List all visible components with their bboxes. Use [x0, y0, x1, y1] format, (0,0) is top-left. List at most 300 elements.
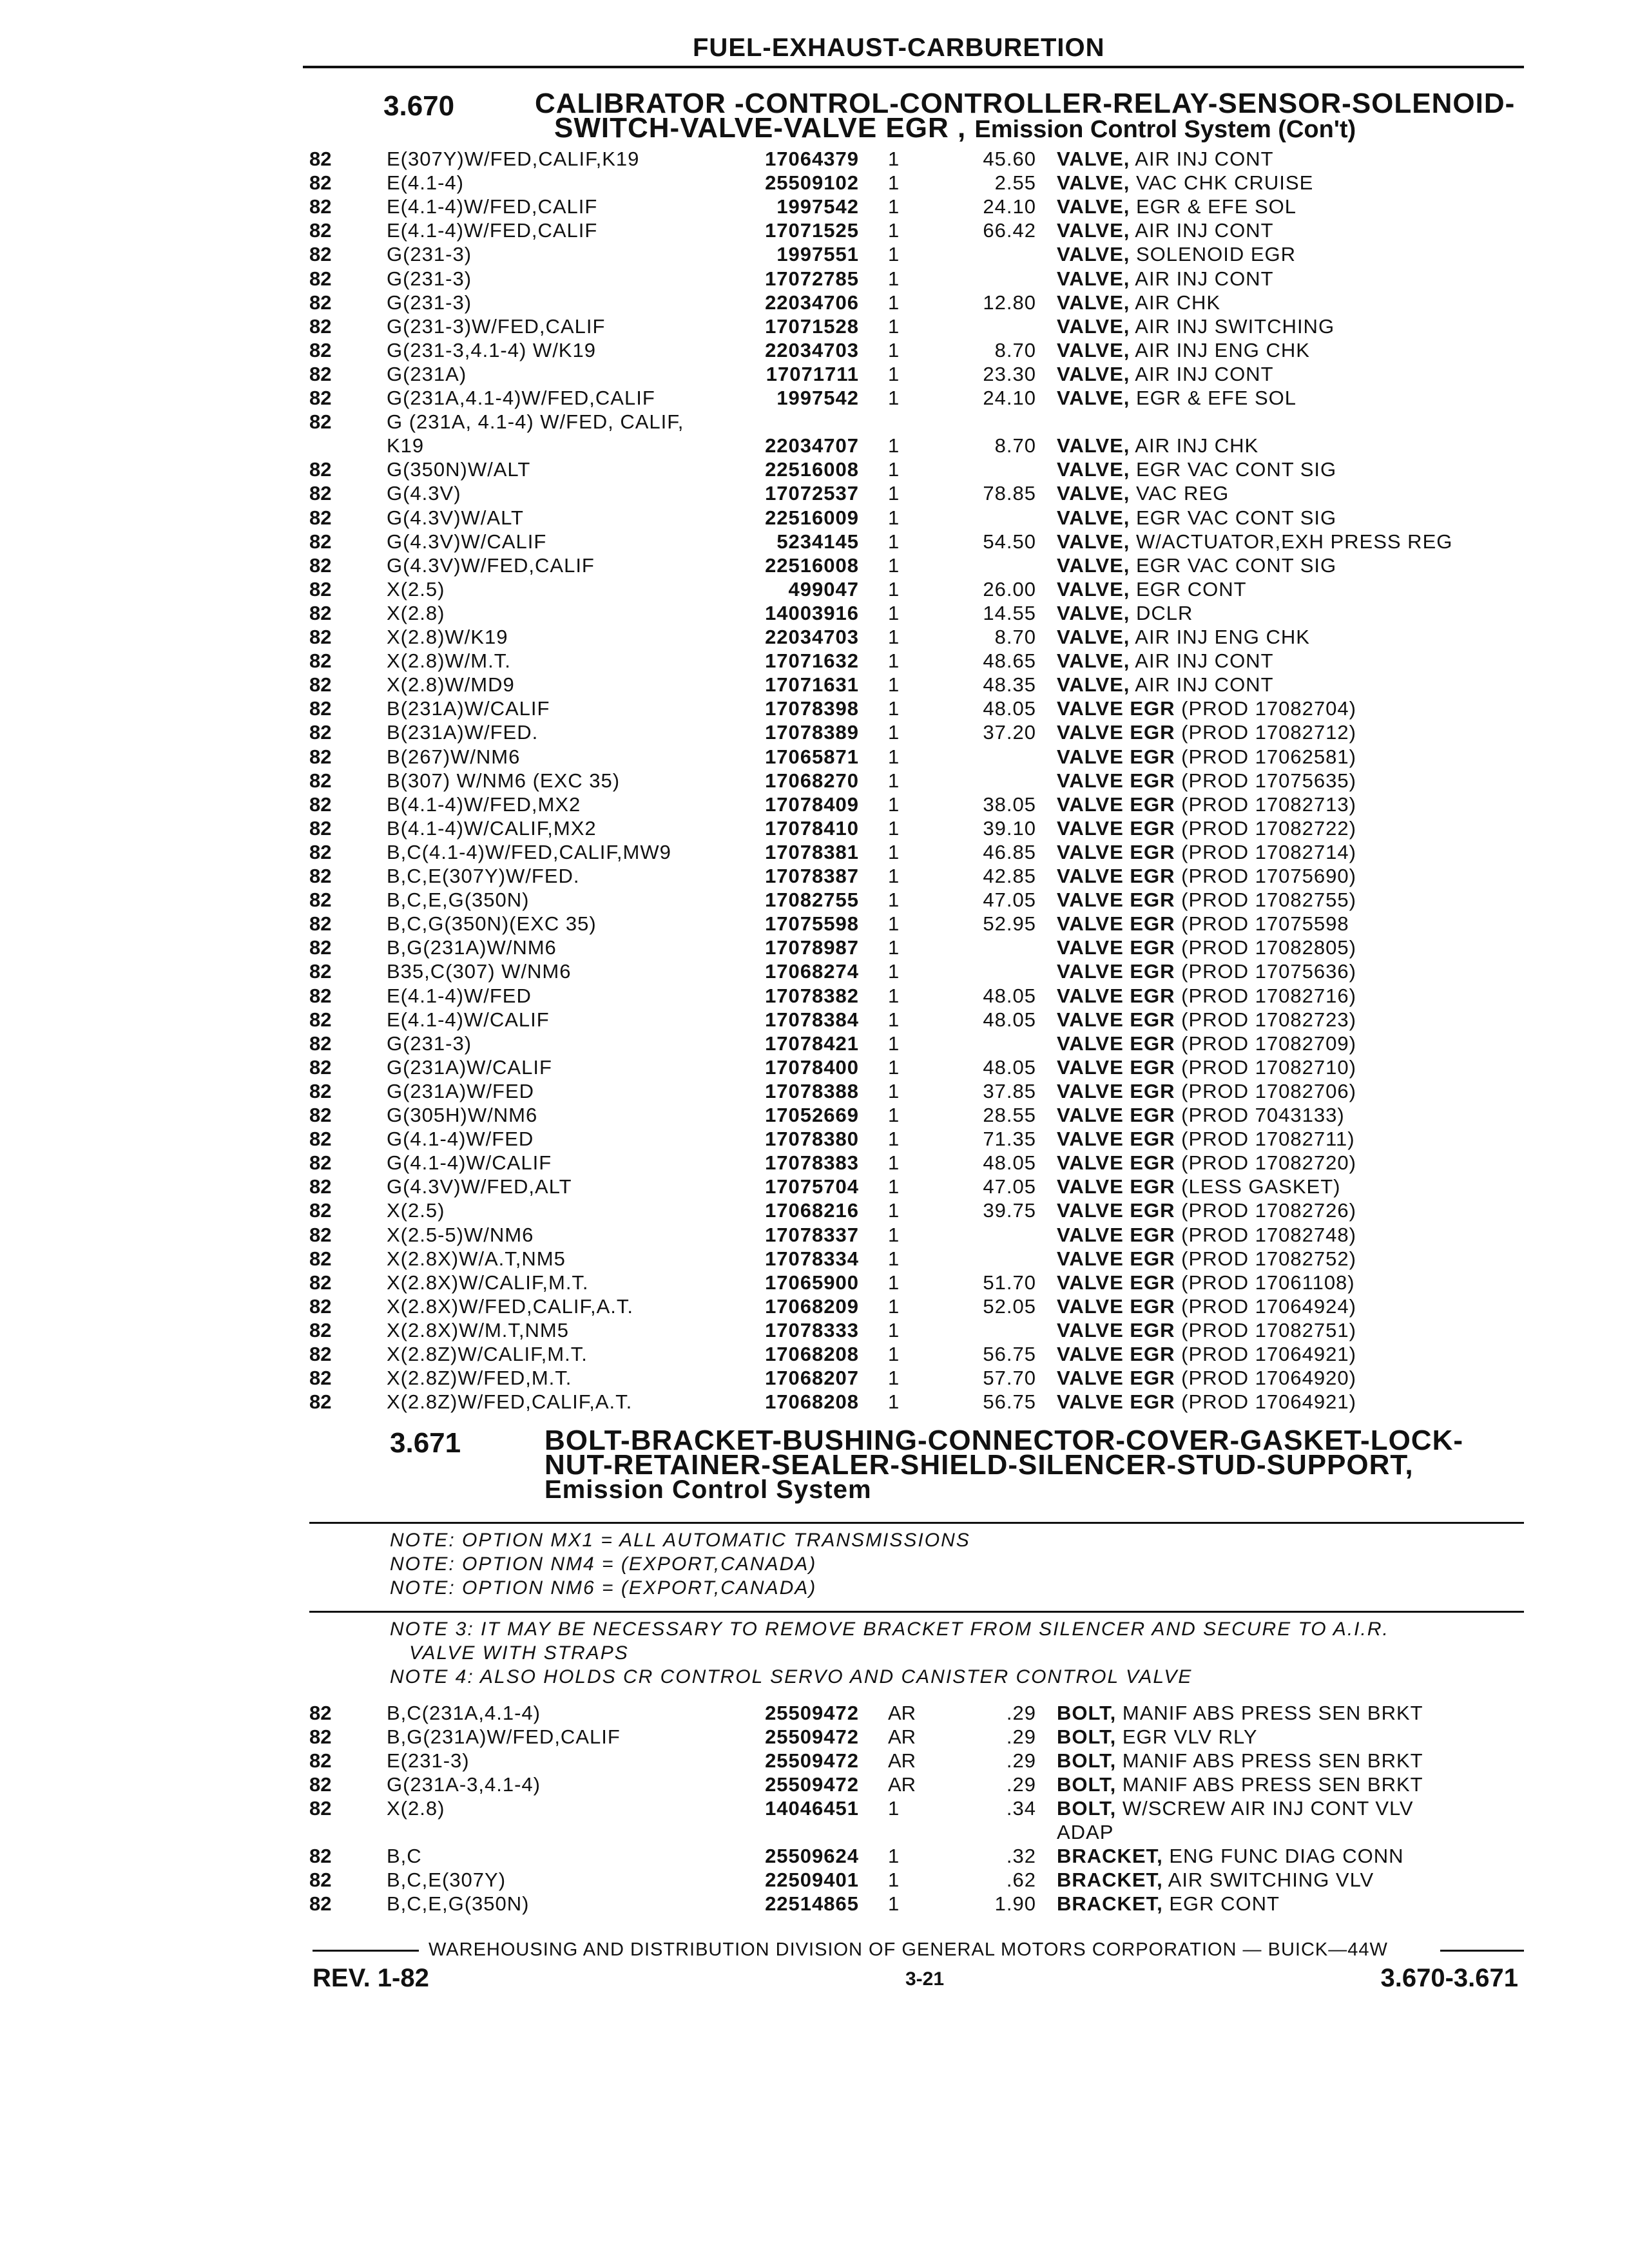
description-text: (PROD 17062581) [1181, 745, 1356, 768]
description-type: VALVE EGR [1057, 1079, 1175, 1102]
quantity-cell: 1 [888, 1869, 900, 1891]
price-cell: 48.05 [983, 1151, 1036, 1175]
price-cell: .34 [1006, 1797, 1036, 1820]
price-cell: 39.75 [983, 1199, 1036, 1222]
description-cell [1057, 434, 1521, 457]
table-row [0, 1079, 1629, 1103]
description-text: (PROD 17082713) [1181, 793, 1356, 816]
application-cell: B(307) W/NM6 (EXC 35) [387, 769, 621, 792]
price-cell: 37.85 [983, 1079, 1036, 1102]
table-row [0, 506, 1629, 530]
description-cell [1057, 601, 1521, 625]
year-cell: 82 [309, 148, 332, 170]
description-type: VALVE EGR [1057, 1151, 1175, 1175]
description-cell [1057, 1247, 1521, 1271]
application-cell: G(305H)W/NM6 [387, 1104, 538, 1126]
description-cell [1057, 625, 1521, 649]
description-text: EGR VAC CONT SIG [1136, 458, 1337, 481]
table-row [0, 984, 1629, 1008]
description-type: VALVE, [1057, 243, 1130, 266]
description-text: VAC CHK CRUISE [1136, 171, 1314, 195]
part-number-cell: 17078387 [765, 865, 859, 887]
year-cell: 82 [309, 1008, 332, 1031]
description-cell [1057, 1749, 1521, 1773]
quantity-cell: 1 [888, 506, 900, 529]
part-number-cell: 22514865 [765, 1892, 859, 1915]
price-cell: 8.70 [994, 338, 1036, 361]
description-text: EGR VAC CONT SIG [1136, 553, 1337, 577]
year-cell: 82 [309, 1079, 332, 1102]
description-type: VALVE, [1057, 195, 1130, 218]
part-number-cell: 25509102 [765, 171, 859, 195]
section-title-line2-main: SWITCH-VALVE-VALVE EGR , [554, 112, 967, 144]
application-cell: G(231-3) [387, 291, 472, 314]
year-cell: 82 [309, 1845, 332, 1867]
part-number-cell: 22516008 [765, 458, 859, 481]
description-cell [1057, 267, 1521, 291]
description-type: VALVE, [1057, 601, 1130, 624]
description-text: AIR INJ CONT [1135, 649, 1274, 673]
table-row [0, 959, 1629, 983]
description-text: EGR VAC CONT SIG [1136, 506, 1337, 529]
part-number-cell: 17072785 [765, 267, 859, 290]
application-cell: B,C(4.1-4)W/FED,CALIF,MW9 [387, 840, 671, 863]
part-number-cell: 22034703 [765, 626, 859, 648]
description-cell [1057, 697, 1521, 720]
footer-page-number: 3-21 [905, 1968, 945, 1990]
section-notes [390, 1617, 1389, 1689]
table-row [0, 1701, 1629, 1725]
table-row [0, 673, 1629, 697]
quantity-cell: 1 [888, 434, 900, 457]
description-text: (PROD 17082712) [1181, 721, 1356, 744]
description-type: BOLT, [1057, 1797, 1117, 1820]
section-title-line2-sub: Emission Control System (Con't) [974, 116, 1356, 143]
application-cell: G(231A-3,4.1-4) [387, 1773, 541, 1796]
table-row [0, 912, 1629, 936]
description-cell [1057, 912, 1521, 936]
quantity-cell: AR [888, 1702, 916, 1724]
application-cell: B(4.1-4)W/CALIF,MX2 [387, 816, 597, 840]
description-type: VALVE EGR [1057, 936, 1175, 959]
year-cell: 82 [309, 1271, 332, 1294]
quantity-cell: 1 [888, 1797, 900, 1820]
quantity-cell: 1 [888, 1199, 900, 1222]
price-cell: 12.80 [983, 291, 1036, 314]
quantity-cell: 1 [888, 577, 900, 601]
quantity-cell: 1 [888, 458, 900, 481]
application-cell: G(231-3) [387, 243, 472, 266]
description-cell [1057, 649, 1521, 673]
description-text: AIR INJ SWITCHING [1135, 314, 1335, 338]
part-number-cell: 17052669 [765, 1104, 859, 1126]
table-row [0, 481, 1629, 505]
year-cell: 82 [309, 171, 332, 195]
description-text: (PROD 17082752) [1181, 1247, 1356, 1270]
year-cell: 82 [309, 362, 332, 385]
description-type: BOLT, [1057, 1749, 1117, 1772]
description-text: MANIF ABS PRESS SEN BRKT [1122, 1702, 1423, 1724]
price-cell: 57.70 [983, 1367, 1036, 1390]
description-type: VALVE, [1057, 506, 1130, 529]
description-type: VALVE EGR [1057, 721, 1175, 744]
quantity-cell: 1 [888, 338, 900, 361]
description-type: VALVE EGR [1057, 984, 1175, 1007]
description-text: (PROD 17082720) [1181, 1151, 1356, 1175]
description-cell [1057, 1198, 1521, 1222]
quantity-cell: AR [888, 1749, 916, 1772]
description-type: VALVE, [1057, 577, 1130, 601]
description-text: (PROD 17082755) [1181, 889, 1356, 912]
description-text: (PROD 17064924) [1181, 1294, 1356, 1318]
description-cell [1057, 840, 1521, 864]
quantity-cell: 1 [888, 1128, 900, 1151]
description-text: ADAP [1057, 1821, 1114, 1843]
description-text: (PROD 17075635) [1181, 769, 1356, 792]
application-cell: X(2.8) [387, 601, 445, 624]
description-text: (PROD 17082706) [1181, 1079, 1356, 1102]
part-number-cell: 17071631 [765, 673, 859, 697]
quantity-cell: AR [888, 1725, 916, 1748]
part-number-cell: 1997542 [776, 387, 859, 409]
table-row [0, 1151, 1629, 1175]
table-row [0, 1318, 1629, 1342]
part-number-cell: 17078380 [765, 1128, 859, 1151]
quantity-cell: 1 [888, 721, 900, 744]
footer-line: WAREHOUSING AND DISTRIBUTION DIVISION OF GENERAL MOTORS CORPORATION — BUICK—44W [429, 1939, 1388, 1960]
description-text: AIR CHK [1135, 291, 1221, 314]
quantity-cell: 1 [888, 387, 900, 409]
part-number-cell: 25509472 [765, 1773, 859, 1796]
description-cell [1057, 959, 1521, 983]
quantity-cell: AR [888, 1773, 916, 1796]
year-cell: 82 [309, 243, 332, 266]
part-number-cell: 17078333 [765, 1318, 859, 1341]
table-row [0, 314, 1629, 338]
description-text: (PROD 17075598 [1181, 912, 1349, 936]
description-type: VALVE EGR [1057, 793, 1175, 816]
quantity-cell: 1 [888, 291, 900, 314]
price-cell: .29 [1006, 1702, 1036, 1724]
description-cell [1057, 1151, 1521, 1175]
option-notes [390, 1528, 970, 1600]
part-number-cell: 17078337 [765, 1223, 859, 1246]
application-cell: G(4.3V)W/FED,ALT [387, 1175, 572, 1198]
quantity-cell: 1 [888, 1079, 900, 1102]
description-text: (PROD 17082805) [1181, 936, 1356, 959]
price-cell: 66.42 [983, 219, 1036, 242]
table-row [0, 1844, 1629, 1868]
part-number-cell: 17078421 [765, 1032, 859, 1055]
description-type: VALVE, [1057, 338, 1130, 361]
year-cell: 82 [309, 338, 332, 361]
section-title [545, 1425, 1463, 1504]
price-cell: 45.60 [983, 148, 1036, 170]
description-type: VALVE, [1057, 434, 1130, 457]
price-cell: 38.05 [983, 793, 1036, 816]
description-cell [1057, 1318, 1521, 1342]
quantity-cell: 1 [888, 1055, 900, 1079]
part-number-cell: 1997542 [776, 195, 859, 218]
part-number-cell: 22034706 [765, 291, 859, 314]
year-cell: 82 [309, 1773, 332, 1796]
price-cell: 48.65 [983, 649, 1036, 673]
price-cell: .29 [1006, 1773, 1036, 1796]
price-cell: 78.85 [983, 482, 1036, 505]
description-cell [1057, 506, 1521, 530]
year-cell: 82 [309, 1175, 332, 1198]
quantity-cell: 1 [888, 314, 900, 338]
table-row [0, 793, 1629, 816]
description-text: (PROD 17075690) [1181, 865, 1356, 887]
table-row [0, 457, 1629, 481]
description-cell [1057, 1892, 1521, 1916]
description-text: (PROD 17082704) [1181, 697, 1356, 720]
table-row [0, 816, 1629, 840]
description-text: (PROD 17082751) [1181, 1318, 1356, 1341]
application-cell: G(231A,4.1-4)W/FED,CALIF [387, 387, 655, 409]
year-cell: 82 [309, 1128, 332, 1151]
table-row [0, 769, 1629, 793]
part-number-cell: 17068216 [765, 1199, 859, 1222]
description-cell [1057, 1701, 1521, 1725]
part-number-cell: 14003916 [765, 601, 859, 624]
table-row [0, 410, 1629, 434]
application-cell: B(231A)W/CALIF [387, 697, 550, 720]
year-cell: 82 [309, 1892, 332, 1915]
part-number-cell: 17068208 [765, 1390, 859, 1414]
part-number-cell: 17078400 [765, 1055, 859, 1079]
description-text: (PROD 17082710) [1181, 1055, 1356, 1079]
description-text: ENG FUNC DIAG CONN [1169, 1845, 1404, 1867]
price-cell: 48.05 [983, 697, 1036, 720]
note-line: NOTE: OPTION MX1 = ALL AUTOMATIC TRANSMISSIONS [390, 1530, 970, 1551]
table-row [0, 625, 1629, 649]
year-cell: 82 [309, 793, 332, 816]
table-row [0, 1198, 1629, 1222]
description-type: VALVE EGR [1057, 1055, 1175, 1079]
application-cell: X(2.8Z)W/CALIF,M.T. [387, 1343, 588, 1365]
year-cell: 82 [309, 936, 332, 959]
year-cell: 82 [309, 840, 332, 863]
quantity-cell: 1 [888, 1008, 900, 1031]
quantity-cell: 1 [888, 1032, 900, 1055]
table-row [0, 1294, 1629, 1318]
table-row [0, 1223, 1629, 1247]
application-cell: B,C,E(307Y)W/FED. [387, 865, 580, 887]
application-cell: X(2.8)W/MD9 [387, 673, 515, 697]
description-text: (PROD 17082723) [1181, 1008, 1356, 1031]
section-title-line3: Emission Control System [545, 1475, 872, 1504]
description-type: VALVE, [1057, 387, 1130, 409]
table-row [0, 577, 1629, 601]
year-cell: 82 [309, 1247, 332, 1270]
application-cell: G (231A, 4.1-4) W/FED, CALIF, [387, 410, 684, 434]
year-cell: 82 [309, 984, 332, 1007]
description-text: EGR CONT [1169, 1892, 1280, 1915]
description-type: VALVE EGR [1057, 769, 1175, 792]
table-row [0, 601, 1629, 625]
part-number-cell: 25509624 [765, 1845, 859, 1867]
price-cell: 26.00 [983, 577, 1036, 601]
application-cell: B(231A)W/FED. [387, 721, 539, 744]
year-cell: 82 [309, 482, 332, 505]
application-cell: B(267)W/NM6 [387, 745, 521, 768]
quantity-cell: 1 [888, 865, 900, 887]
description-text: AIR INJ ENG CHK [1135, 626, 1310, 648]
year-cell: 82 [309, 1725, 332, 1748]
quantity-cell: 1 [888, 960, 900, 983]
part-number-cell: 17082755 [765, 889, 859, 912]
part-number-cell: 22034703 [765, 338, 859, 361]
description-cell [1057, 888, 1521, 912]
description-text: EGR & EFE SOL [1136, 195, 1297, 218]
description-type: VALVE, [1057, 553, 1130, 577]
quantity-cell: 1 [888, 1390, 900, 1414]
description-text: VAC REG [1136, 482, 1229, 505]
quantity-cell: 1 [888, 219, 900, 242]
quantity-cell: 1 [888, 793, 900, 816]
price-cell: 46.85 [983, 840, 1036, 863]
application-cell: X(2.5) [387, 1199, 445, 1222]
description-cell [1057, 1032, 1521, 1055]
application-cell: B,C [387, 1845, 422, 1867]
application-cell: G(231A)W/CALIF [387, 1055, 552, 1079]
application-cell: X(2.8)W/M.T. [387, 649, 511, 673]
price-cell: 24.10 [983, 387, 1036, 409]
table-row [0, 1342, 1629, 1366]
application-cell: G(4.1-4)W/FED [387, 1128, 534, 1151]
description-text: (PROD 17082716) [1181, 984, 1356, 1007]
application-cell: B,C,E,G(350N) [387, 1892, 530, 1915]
year-cell: 82 [309, 1390, 332, 1414]
description-text: EGR VLV RLY [1122, 1725, 1258, 1748]
description-text: (PROD 17064921) [1181, 1390, 1356, 1414]
description-cell [1057, 1055, 1521, 1079]
year-cell: 82 [309, 912, 332, 936]
table-row [0, 195, 1629, 218]
description-type: VALVE, [1057, 362, 1130, 385]
part-number-cell: 1997551 [776, 243, 859, 266]
table-row [0, 1892, 1629, 1916]
quantity-cell: 1 [888, 267, 900, 290]
table-row [0, 362, 1629, 386]
year-cell: 82 [309, 649, 332, 673]
description-cell [1057, 673, 1521, 697]
description-text: AIR SWITCHING VLV [1168, 1869, 1374, 1891]
description-cell [1057, 338, 1521, 362]
description-text: EGR & EFE SOL [1136, 387, 1297, 409]
part-number-cell: 22034707 [765, 434, 859, 457]
year-cell: 82 [309, 219, 332, 242]
part-number-cell: 22516008 [765, 553, 859, 577]
price-cell: 8.70 [994, 626, 1036, 648]
quantity-cell: 1 [888, 1223, 900, 1246]
part-number-cell: 5234145 [776, 530, 859, 553]
price-cell: 37.20 [983, 721, 1036, 744]
quantity-cell: 1 [888, 1104, 900, 1126]
application-cell: G(4.3V)W/FED,CALIF [387, 553, 595, 577]
price-cell: .29 [1006, 1749, 1036, 1772]
application-cell: G(4.3V) [387, 482, 461, 505]
application-cell: B,C,E(307Y) [387, 1869, 506, 1891]
description-text: AIR INJ CONT [1135, 219, 1274, 242]
year-cell: 82 [309, 889, 332, 912]
description-cell [1057, 362, 1521, 386]
footer-section-range: 3.670-3.671 [1380, 1964, 1518, 1992]
description-cell [1057, 1008, 1521, 1032]
price-cell: 14.55 [983, 601, 1036, 624]
description-cell [1057, 1820, 1521, 1844]
table-row [0, 338, 1629, 362]
description-cell [1057, 769, 1521, 793]
year-cell: 82 [309, 530, 332, 553]
description-text: (PROD 17082709) [1181, 1032, 1356, 1055]
year-cell: 82 [309, 1151, 332, 1175]
description-type: BOLT, [1057, 1773, 1117, 1796]
part-number-cell: 25509472 [765, 1749, 859, 1772]
description-cell [1057, 553, 1521, 577]
description-type: BOLT, [1057, 1702, 1117, 1724]
part-number-cell: 17071528 [765, 314, 859, 338]
quantity-cell: 1 [888, 148, 900, 170]
year-cell: 82 [309, 458, 332, 481]
description-text: (PROD 17075636) [1181, 960, 1356, 983]
application-cell: E(4.1-4)W/CALIF [387, 1008, 550, 1031]
note-line: NOTE 4: ALSO HOLDS CR CONTROL SERVO AND CANISTER CONTROL VALVE [390, 1666, 1193, 1687]
table-row [0, 1175, 1629, 1198]
note-line: NOTE: OPTION NM4 = (EXPORT,CANADA) [390, 1553, 817, 1575]
description-cell [1057, 984, 1521, 1008]
part-number-cell: 17065871 [765, 745, 859, 768]
quantity-cell: 1 [888, 1271, 900, 1294]
quantity-cell: 1 [888, 1343, 900, 1365]
description-text: (PROD 17082711) [1181, 1128, 1355, 1151]
application-cell: B(4.1-4)W/FED,MX2 [387, 793, 581, 816]
part-number-cell: 17075704 [765, 1175, 859, 1198]
price-cell: 8.70 [994, 434, 1036, 457]
price-cell: 48.05 [983, 1055, 1036, 1079]
application-cell: X(2.8X)W/FED,CALIF,A.T. [387, 1294, 634, 1318]
application-cell: G(231-3) [387, 267, 472, 290]
description-cell [1057, 147, 1521, 171]
description-text: (PROD 17082714) [1181, 840, 1356, 863]
part-number-cell: 17078384 [765, 1008, 859, 1031]
description-text: AIR INJ CHK [1135, 434, 1259, 457]
quantity-cell: 1 [888, 1845, 900, 1867]
quantity-cell: 1 [888, 195, 900, 218]
description-cell [1057, 1773, 1521, 1796]
description-cell [1057, 577, 1521, 601]
description-cell [1057, 291, 1521, 314]
part-number-cell: 17078389 [765, 721, 859, 744]
part-number-cell: 17071525 [765, 219, 859, 242]
table-row [0, 1796, 1629, 1820]
description-text: (PROD 17064920) [1181, 1367, 1356, 1390]
part-number-cell: 17064379 [765, 148, 859, 170]
section-title [535, 88, 1516, 144]
description-text: (PROD 17061108) [1181, 1271, 1355, 1294]
table-row [0, 1032, 1629, 1055]
quantity-cell: 1 [888, 482, 900, 505]
year-cell: 82 [309, 1343, 332, 1365]
quantity-cell: 1 [888, 626, 900, 648]
year-cell: 82 [309, 410, 332, 434]
description-cell [1057, 386, 1521, 410]
quantity-cell: 1 [888, 840, 900, 863]
description-type: VALVE EGR [1057, 1104, 1175, 1126]
table-row [0, 1127, 1629, 1151]
